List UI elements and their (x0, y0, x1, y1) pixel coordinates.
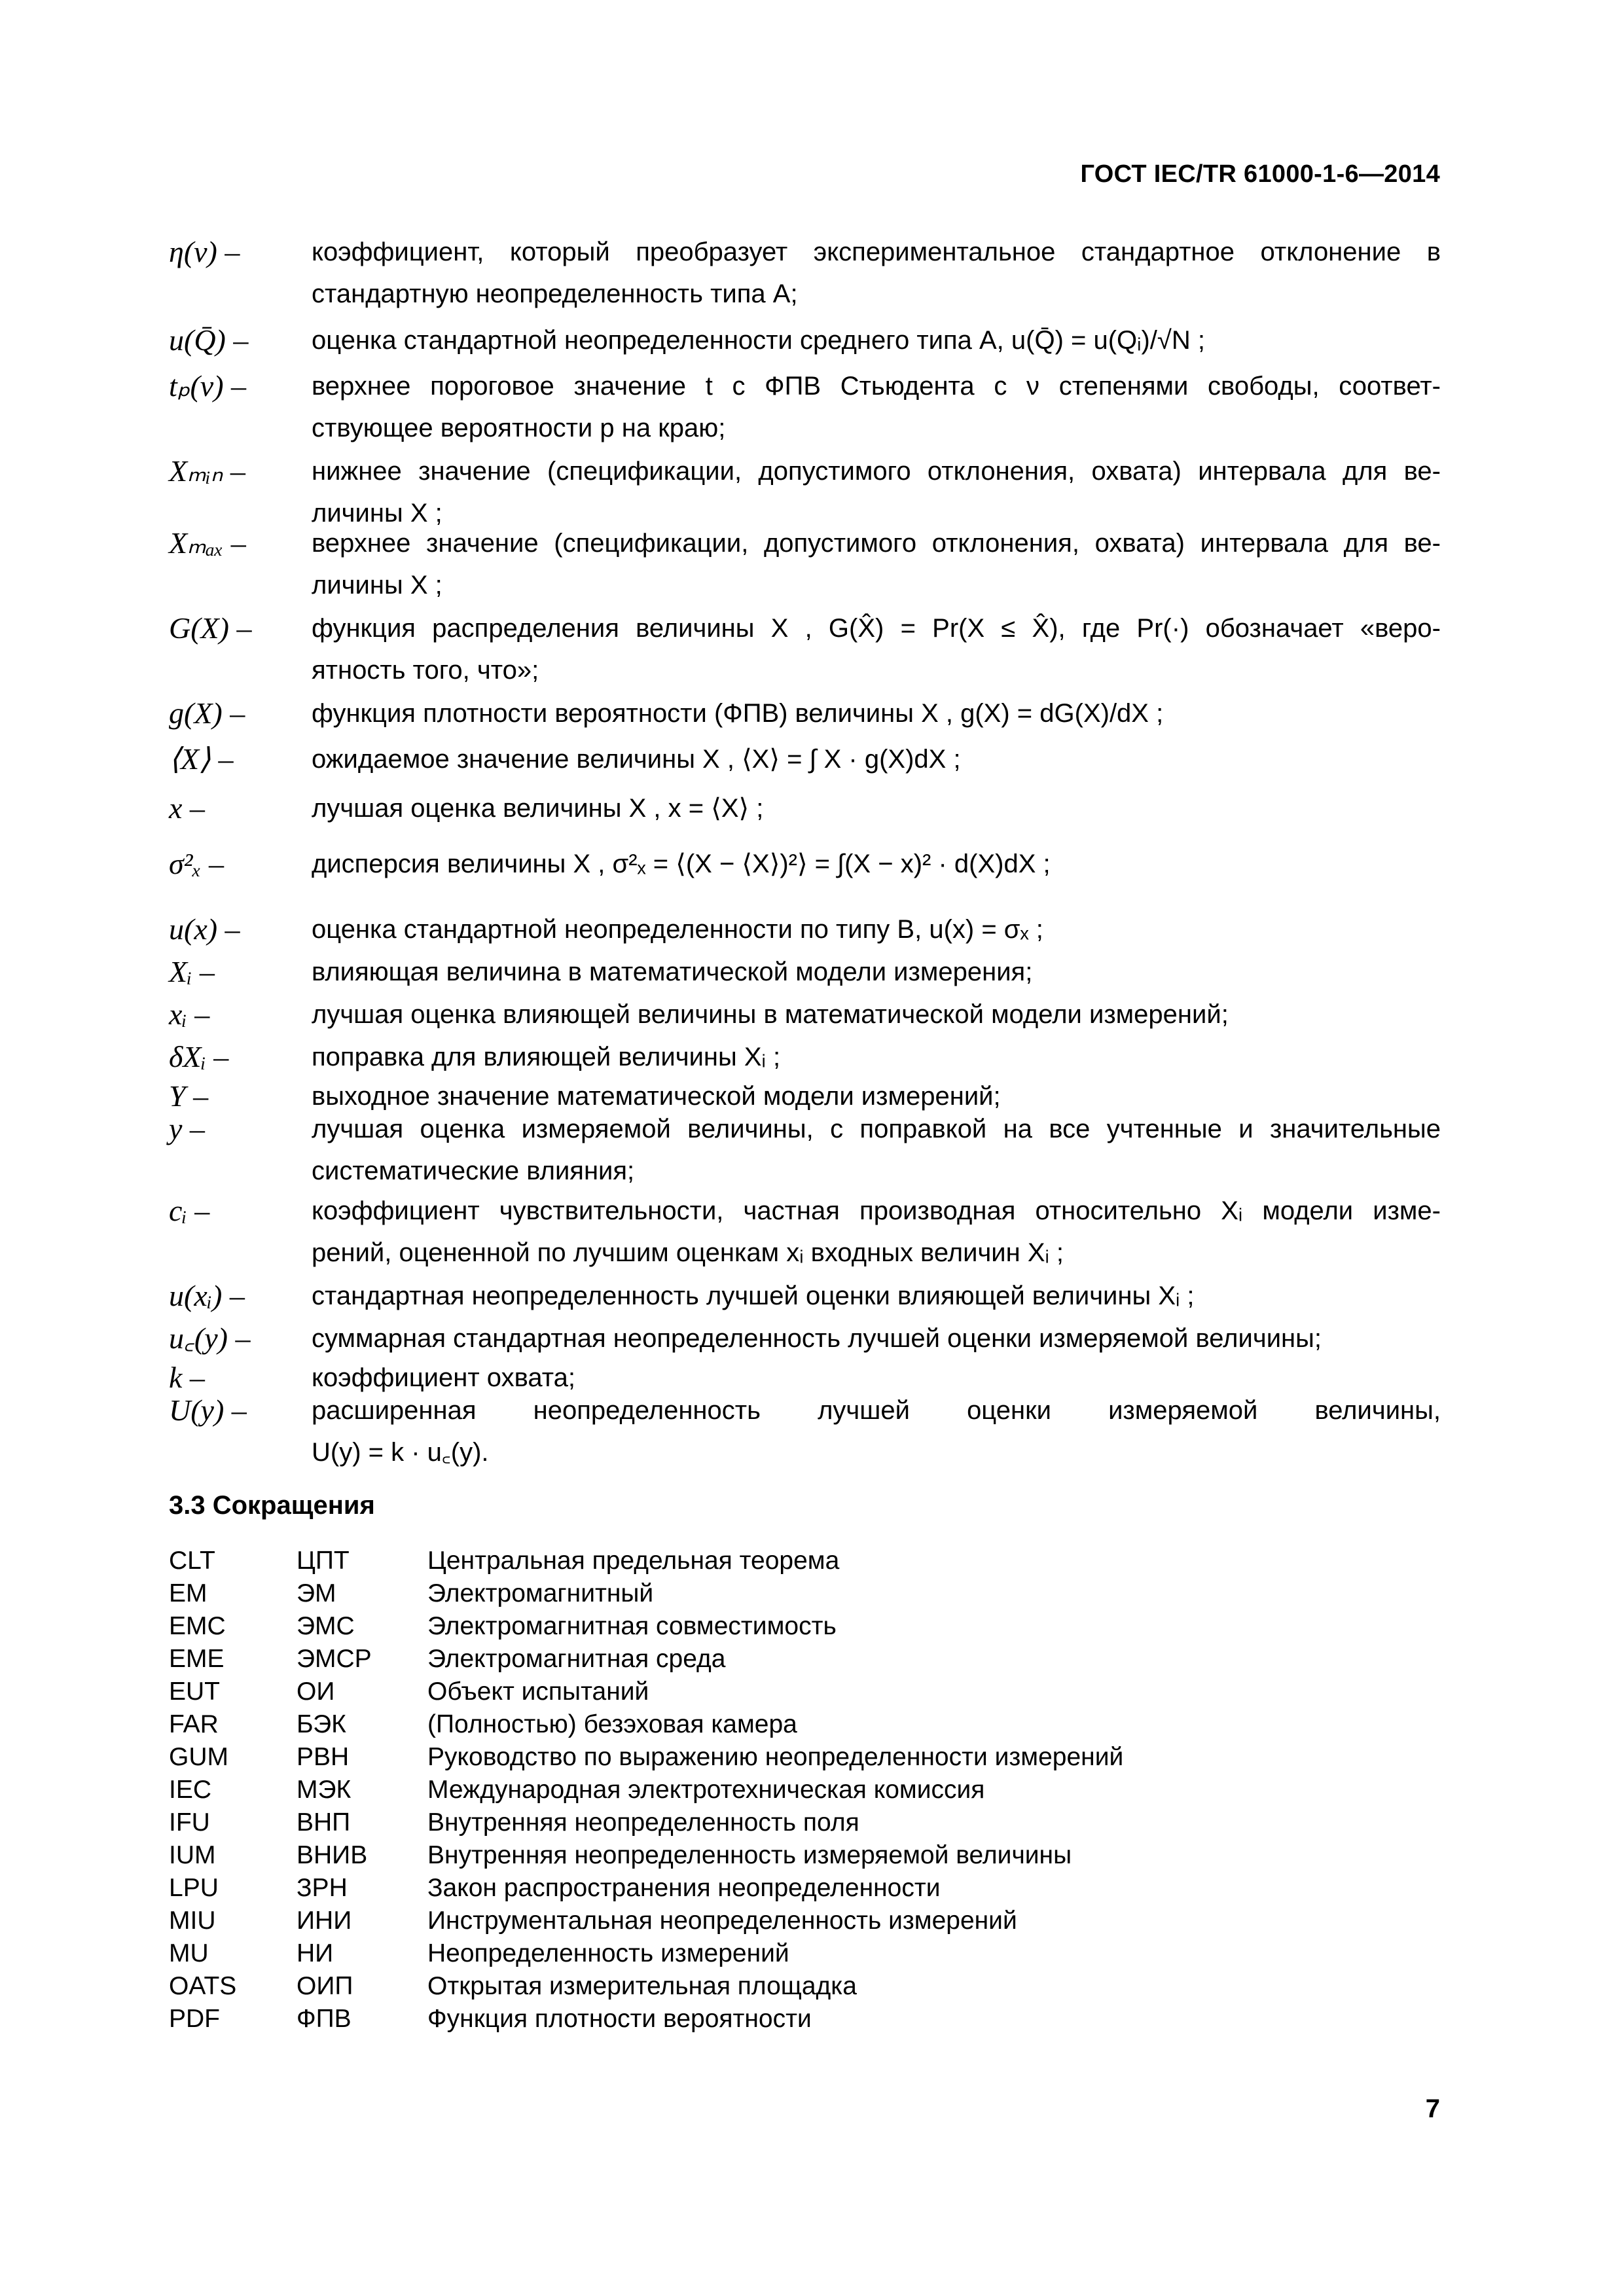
symbol-term: y – (169, 1112, 205, 1145)
symbol-definition (312, 1190, 1441, 1274)
definition-line: нижнее значение (спецификации, допустимого отклонения, охвата) интервала для ве- (312, 457, 1441, 486)
definition-line: функция плотности вероятности (ФПВ) величины X , g(X) = dG(X)/dX ; (312, 699, 1164, 728)
definition-line-continued: U(y) = k · u꜀(y). (312, 1438, 489, 1467)
symbol-definition (312, 1108, 1441, 1192)
abbr-latin: EMC (169, 1612, 226, 1640)
abbr-cyrillic: ЭМ (297, 1579, 336, 1607)
abbr-meaning: Внутренняя неопределенность измеряемой величины (427, 1841, 1072, 1869)
abbr-cyrillic: ОИ (297, 1677, 335, 1706)
definition-line: лучшая оценка величины X , x = ⟨X⟩ ; (312, 794, 764, 823)
symbol-term: δXᵢ – (169, 1040, 229, 1073)
symbol-definition (312, 908, 1441, 950)
definition-line: лучшая оценка влияющей величины в математической модели измерений; (312, 1000, 1229, 1029)
definition-line: коэффициент чувствительности, частная производная относительно Xᵢ модели изме- (312, 1196, 1441, 1225)
abbr-meaning: Электромагнитный (427, 1579, 654, 1607)
abbreviations-table (169, 1545, 1413, 2036)
abbr-cyrillic: ЭМС (297, 1612, 355, 1640)
abbreviation-row (169, 1839, 1413, 1872)
symbol-term: u(Q̄) – (169, 323, 249, 357)
abbr-cyrillic: НИ (297, 1939, 334, 1967)
definition-line: ожидаемое значение величины X , ⟨X⟩ = ∫ X · g(X)dX ; (312, 745, 961, 774)
definition-line: функция распределения величины X , G(X̂) = Pr(X ≤ X̂), где Pr(·) обозначает «веро- (312, 614, 1441, 643)
abbr-cyrillic: БЭК (297, 1710, 346, 1738)
abbreviation-row (169, 1676, 1413, 1708)
abbr-meaning: Объект испытаний (427, 1677, 649, 1706)
abbr-cyrillic: РВН (297, 1743, 350, 1771)
symbol-definition (312, 951, 1441, 993)
abbreviation-row (169, 1577, 1413, 1610)
abbr-meaning: Закон распространения неопределенности (427, 1874, 941, 1902)
symbol-term: Xₘₐₓ – (169, 526, 246, 560)
abbr-meaning: Функция плотности вероятности (427, 2005, 812, 2033)
abbr-latin: MIU (169, 1907, 216, 1935)
definition-line: оценка стандартной неопределенности по типу В, u(x) = σₓ ; (312, 915, 1043, 944)
symbol-definition (312, 1318, 1441, 1359)
abbr-latin: EME (169, 1645, 225, 1673)
symbol-term: Y – (169, 1079, 209, 1113)
definition-line-continued: ствующее вероятности p на краю; (312, 414, 726, 442)
symbol-definition (312, 692, 1441, 734)
document-header: ГОСТ IEC/TR 61000-1-6—2014 (1080, 160, 1440, 188)
abbr-cyrillic: ЗРН (297, 1874, 348, 1902)
definition-line: оценка стандартной неопределенности среднего типа А, u(Q̄) = u(Qᵢ)/√N ; (312, 326, 1205, 355)
symbol-term: x – (169, 791, 205, 825)
symbol-definition (312, 787, 1441, 829)
symbol-definition (312, 994, 1441, 1035)
abbr-latin: PDF (169, 2005, 220, 2033)
abbr-meaning: Электромагнитная среда (427, 1645, 726, 1673)
abbr-cyrillic: ОИП (297, 1972, 353, 2000)
page-number: 7 (1425, 2094, 1440, 2123)
abbreviation-row (169, 1872, 1413, 1905)
symbol-term: k – (169, 1361, 205, 1394)
abbreviation-row (169, 1545, 1413, 1577)
section-title: 3.3 Сокращения (169, 1491, 375, 1520)
abbreviation-row (169, 1643, 1413, 1676)
definition-line-continued: стандартную неопределенность типа А; (312, 279, 798, 308)
abbr-latin: GUM (169, 1743, 228, 1771)
symbol-definition (312, 319, 1441, 361)
abbr-cyrillic: МЭК (297, 1776, 352, 1804)
abbr-cyrillic: ВНИВ (297, 1841, 368, 1869)
abbr-latin: OATS (169, 1972, 237, 2000)
symbol-definition (312, 231, 1441, 315)
symbol-term: u꜀(y) – (169, 1321, 251, 1355)
abbr-latin: EUT (169, 1677, 220, 1706)
symbol-definition (312, 738, 1441, 780)
symbol-term: η(ν) – (169, 235, 240, 268)
definition-line: верхнее значение (спецификации, допустимого отклонения, охвата) интервала для ве- (312, 529, 1441, 558)
definition-line: суммарная стандартная неопределенность лучшей оценки измеряемой величины; (312, 1324, 1322, 1353)
abbr-meaning: Электромагнитная совместимость (427, 1612, 837, 1640)
definition-line-continued: ятность того, что»; (312, 656, 539, 685)
abbr-latin: CLT (169, 1547, 215, 1575)
abbr-meaning: (Полностью) безэховая камера (427, 1710, 797, 1738)
definition-line: выходное значение математической модели измерений; (312, 1082, 1001, 1111)
symbol-term: u(xᵢ) – (169, 1279, 245, 1312)
abbr-latin: FAR (169, 1710, 219, 1738)
definition-line: поправка для влияющей величины Xᵢ ; (312, 1043, 781, 1071)
definition-line: лучшая оценка измеряемой величины, с поправкой на все учтенные и значительные (312, 1115, 1441, 1143)
abbreviation-row (169, 2003, 1413, 2036)
symbol-term: tₚ(ν) – (169, 369, 247, 403)
definition-line: коэффициент, который преобразует экспериментальное стандартное отклонение в (312, 238, 1441, 266)
abbr-cyrillic: ИНИ (297, 1907, 352, 1935)
symbol-term: G(X) – (169, 611, 252, 645)
symbol-definition (312, 365, 1441, 449)
symbol-term: u(x) – (169, 912, 240, 946)
symbol-term: Xₘᵢₙ – (169, 454, 245, 488)
symbol-definition (312, 843, 1441, 885)
abbreviation-row (169, 1806, 1413, 1839)
symbol-definition (312, 522, 1441, 606)
definition-line: коэффициент охвата; (312, 1363, 575, 1392)
definition-line: расширенная неопределенность лучшей оценки измеряемой величины, (312, 1396, 1441, 1425)
abbreviation-row (169, 1708, 1413, 1741)
definition-line-continued: личины X ; (312, 571, 442, 600)
definition-line: стандартная неопределенность лучшей оценки влияющей величины Xᵢ ; (312, 1282, 1195, 1310)
symbol-term: σ²ₓ – (169, 847, 225, 880)
abbr-latin: IEC (169, 1776, 212, 1804)
abbr-meaning: Международная электротехническая комиссия (427, 1776, 985, 1804)
abbr-cyrillic: ЭМСР (297, 1645, 372, 1673)
symbol-definition (312, 1036, 1441, 1078)
abbreviation-row (169, 1905, 1413, 1937)
abbreviation-row (169, 1610, 1413, 1643)
symbol-term: ⟨X⟩ – (169, 742, 234, 776)
symbol-definition (312, 607, 1441, 691)
abbreviation-row (169, 1774, 1413, 1806)
abbr-meaning: Центральная предельная теорема (427, 1547, 840, 1575)
abbr-cyrillic: ФПВ (297, 2005, 352, 2033)
symbol-definition (312, 1275, 1441, 1317)
abbr-meaning: Внутренняя неопределенность поля (427, 1808, 859, 1837)
symbol-term: U(y) – (169, 1393, 247, 1427)
abbr-cyrillic: ВНП (297, 1808, 351, 1837)
symbol-term: cᵢ – (169, 1194, 210, 1227)
abbr-latin: MU (169, 1939, 209, 1967)
symbol-term: Xᵢ – (169, 955, 215, 988)
abbr-latin: EM (169, 1579, 208, 1607)
definition-line: влияющая величина в математической модели измерения; (312, 958, 1033, 986)
definition-line-continued: личины X ; (312, 499, 442, 528)
abbr-cyrillic: ЦПТ (297, 1547, 350, 1575)
abbr-meaning: Открытая измерительная площадка (427, 1972, 857, 2000)
definition-line: дисперсия величины X , σ²ₓ = ⟨(X − ⟨X⟩)²⟩ = ∫(X − x)² · d(X)dX ; (312, 850, 1051, 878)
symbol-term: xᵢ – (169, 997, 210, 1031)
definition-line-continued: систематические влияния; (312, 1157, 635, 1185)
abbr-meaning: Неопределенность измерений (427, 1939, 789, 1967)
definition-line-continued: рений, оцененной по лучшим оценкам xᵢ входных величин Xᵢ ; (312, 1238, 1064, 1267)
symbol-definition (312, 1390, 1441, 1473)
abbreviation-row (169, 1970, 1413, 2003)
abbreviation-row (169, 1937, 1413, 1970)
abbr-latin: IUM (169, 1841, 216, 1869)
abbr-latin: IFU (169, 1808, 210, 1837)
abbr-meaning: Руководство по выражению неопределенности измерений (427, 1743, 1124, 1771)
abbr-latin: LPU (169, 1874, 219, 1902)
abbr-meaning: Инструментальная неопределенность измерений (427, 1907, 1017, 1935)
abbreviation-row (169, 1741, 1413, 1774)
symbol-term: g(X) – (169, 696, 245, 730)
definition-line: верхнее пороговое значение t с ФПВ Стьюдента с ν степенями свободы, соответ- (312, 372, 1441, 401)
symbol-definition (312, 450, 1441, 534)
